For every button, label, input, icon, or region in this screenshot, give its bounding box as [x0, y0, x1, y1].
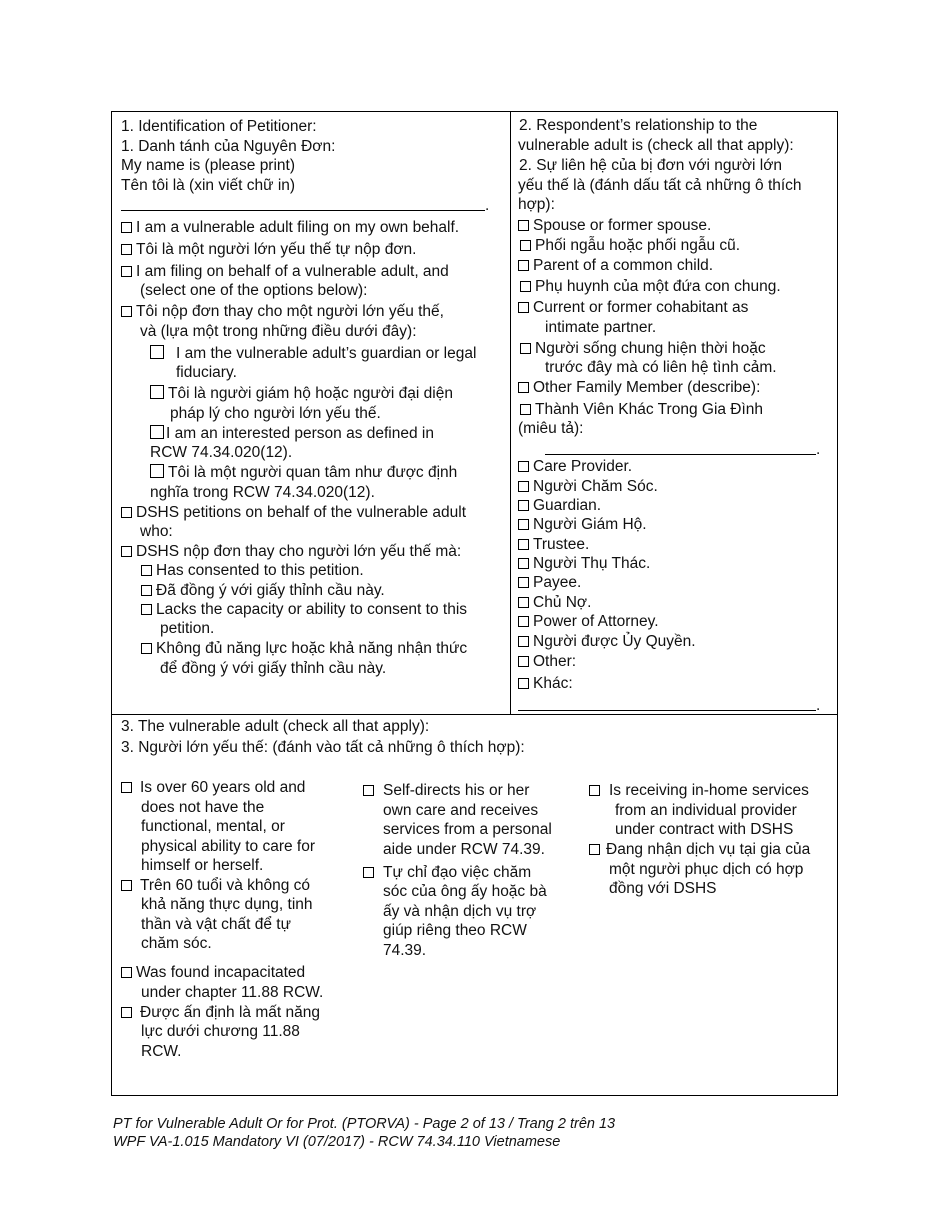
section-1-title-vi: 1. Danh tánh của Nguyên Đơn:	[121, 138, 336, 155]
payee-option-vi: Chủ Nợ.	[518, 593, 591, 612]
care-provider-checkbox[interactable]	[518, 461, 529, 472]
footer-page-info: PT for Vulnerable Adult Or for Prot. (PTORVA) - Page 2 of 13 / Trang 2 trên 13	[113, 1116, 616, 1132]
payee-checkbox-vi[interactable]	[518, 597, 529, 608]
behalf-option-vi: Tôi nộp đơn thay cho một người lớn yếu thế,	[121, 302, 444, 321]
interested-checkbox-vi[interactable]	[150, 464, 164, 478]
section-2-title-en: 2. Respondent’s relationship to the	[519, 117, 758, 134]
in-home-option-en-line2: from an individual provider	[615, 802, 797, 819]
lacks-checkbox[interactable]	[141, 604, 152, 615]
name-label-vi: Tên tôi là (xin viết chữ in)	[121, 177, 296, 194]
section-3-title-vi: 3. Người lớn yếu thế: (đánh vào tất cả những ô thích hợp):	[121, 739, 525, 756]
parent-checkbox[interactable]	[518, 260, 529, 271]
spouse-checkbox[interactable]	[518, 220, 529, 231]
over60-option-en-line4: physical ability to care for	[141, 838, 316, 855]
self-filing-option-vi: Tôi là một người lớn yếu thế tự nộp đơn.	[121, 240, 416, 259]
care-provider-checkbox-vi[interactable]	[518, 481, 529, 492]
incapacitated-checkbox[interactable]	[121, 967, 132, 978]
self-directs-option-en-line2: own care and receives	[383, 802, 539, 819]
self-directs-option-en: Self-directs his or her	[363, 781, 529, 800]
behalf-option-en: I am filing on behalf of a vulnerable adult, and	[121, 262, 449, 281]
guardian-rel-option-en: Guardian.	[518, 496, 601, 515]
over60-checkbox[interactable]	[121, 782, 132, 793]
self-directs-option-vi-line5: 74.39.	[383, 942, 427, 959]
incapacitated-checkbox-vi[interactable]	[121, 1007, 132, 1018]
payee-option-en: Payee.	[518, 573, 581, 592]
cohabitant-option-en: Current or former cohabitant as	[518, 298, 748, 317]
other-option-vi: Khác:	[518, 674, 573, 693]
spouse-checkbox-vi[interactable]	[520, 240, 531, 251]
behalf-checkbox-vi[interactable]	[121, 306, 132, 317]
self-filing-checkbox[interactable]	[121, 222, 132, 233]
cohabitant-option-en-line2: intimate partner.	[545, 319, 657, 336]
lacks-option-en: Lacks the capacity or ability to consent to this	[141, 600, 467, 619]
section-3-title-en: 3. The vulnerable adult (check all that apply):	[121, 718, 430, 735]
cohabitant-option-vi-line2: trước đây mà có liên hệ tình cảm.	[545, 359, 777, 376]
lacks-option-vi-line2: để đồng ý với giấy thỉnh cầu này.	[160, 660, 387, 677]
over60-option-vi-line2: khả năng thực dụng, tinh	[141, 896, 313, 913]
name-label-en: My name is (please print)	[121, 157, 296, 174]
over60-option-en-line3: functional, mental, or	[141, 818, 285, 835]
interested-checkbox[interactable]	[150, 425, 164, 439]
family-option-vi-line2: (miêu tả):	[518, 420, 584, 437]
in-home-option-vi: Đang nhận dịch vụ tại gia của	[589, 840, 810, 859]
other-describe-input[interactable]	[518, 710, 816, 711]
parent-option-en: Parent of a common child.	[518, 256, 713, 275]
consented-option-en: Has consented to this petition.	[141, 561, 364, 580]
self-directs-option-vi-line4: giúp riêng theo RCW	[383, 922, 527, 939]
interested-option-vi: Tôi là một người quan tâm như được định	[150, 463, 457, 482]
guardian-rel-checkbox-vi[interactable]	[518, 519, 529, 530]
consented-checkbox-vi[interactable]	[141, 585, 152, 596]
lacks-option-vi: Không đủ năng lực hoặc khả năng nhận thức	[141, 639, 467, 658]
self-filing-option-en: I am a vulnerable adult filing on my own behalf.	[121, 218, 459, 237]
behalf-option-en-line2: (select one of the options below):	[140, 282, 368, 299]
self-directs-option-en-line4: aide under RCW 74.39.	[383, 841, 545, 858]
care-provider-option-en: Care Provider.	[518, 457, 632, 476]
self-directs-option-vi: Tự chỉ đạo việc chăm	[363, 863, 531, 882]
payee-checkbox[interactable]	[518, 577, 529, 588]
over60-checkbox-vi[interactable]	[121, 880, 132, 891]
in-home-option-vi-line2: một người phục dịch có hợp	[609, 861, 804, 878]
over60-option-en-line5: himself or herself.	[141, 857, 264, 874]
dshs-checkbox-vi[interactable]	[121, 546, 132, 557]
in-home-checkbox[interactable]	[589, 785, 600, 796]
poa-option-vi: Người được Ủy Quyền.	[518, 632, 696, 651]
family-describe-input[interactable]	[545, 454, 816, 455]
trustee-option-vi: Người Thụ Thác.	[518, 554, 650, 573]
self-directs-checkbox[interactable]	[363, 785, 374, 796]
parent-checkbox-vi[interactable]	[520, 281, 531, 292]
cohabitant-checkbox-vi[interactable]	[520, 343, 531, 354]
guardian-rel-checkbox[interactable]	[518, 500, 529, 511]
section-2-title-vi-line2: yếu thế là (đánh dấu tất cả những ô thích	[518, 177, 802, 194]
over60-option-vi-line4: chăm sóc.	[141, 935, 212, 952]
guardian-option-en: I am the vulnerable adult’s guardian or legal	[150, 344, 476, 363]
guardian-checkbox-vi[interactable]	[150, 385, 164, 399]
dshs-option-vi: DSHS nộp đơn thay cho người lớn yếu thế mà:	[121, 542, 461, 561]
section-2-title-vi: 2. Sự liên hệ của bị đơn với người lớn	[519, 157, 783, 174]
trustee-option-en: Trustee.	[518, 535, 589, 554]
guardian-option-vi: Tôi là người giám hộ hoặc người đại diện	[150, 384, 453, 403]
family-option-vi: Thành Viên Khác Trong Gia Đình	[520, 400, 763, 419]
other-line-period: .	[816, 697, 821, 714]
self-directs-option-vi-line2: sóc của ông ấy hoặc bà	[383, 883, 547, 900]
incapacitated-option-vi-line3: RCW.	[141, 1043, 182, 1060]
over60-option-vi-line3: thần và vật chất để tự	[141, 916, 291, 933]
name-line-period: .	[485, 197, 490, 214]
petition-form	[111, 111, 838, 1096]
guardian-option-vi-line2: pháp lý cho người lớn yếu thế.	[170, 405, 381, 422]
parent-option-vi: Phụ huynh của một đứa con chung.	[520, 277, 781, 296]
lacks-checkbox-vi[interactable]	[141, 643, 152, 654]
trustee-checkbox-vi[interactable]	[518, 558, 529, 569]
incapacitated-option-en: Was found incapacitated	[121, 963, 305, 982]
other-option-en: Other:	[518, 652, 576, 671]
section-2-title-vi-line3: hợp):	[518, 196, 555, 213]
interested-option-en: I am an interested person as defined in	[150, 424, 434, 443]
interested-option-en-line2: RCW 74.34.020(12).	[150, 444, 293, 461]
sections-1-2	[112, 112, 837, 715]
behalf-option-vi-line2: và (lựa một trong những điều dưới đây):	[140, 323, 417, 340]
consented-option-vi: Đã đồng ý với giấy thỉnh cầu này.	[141, 581, 385, 600]
other-checkbox[interactable]	[518, 656, 529, 667]
over60-option-en: Is over 60 years old and	[121, 778, 305, 797]
family-line-period: .	[816, 441, 821, 458]
dshs-option-en: DSHS petitions on behalf of the vulnerable adult	[121, 503, 466, 522]
spouse-option-vi: Phối ngẫu hoặc phối ngẫu cũ.	[520, 236, 740, 255]
cohabitant-checkbox[interactable]	[518, 302, 529, 313]
cohabitant-option-vi: Người sống chung hiện thời hoặc	[520, 339, 766, 358]
spouse-option-en: Spouse or former spouse.	[518, 216, 711, 235]
self-directs-checkbox-vi[interactable]	[363, 867, 374, 878]
poa-checkbox-vi[interactable]	[518, 636, 529, 647]
in-home-option-en-line3: under contract with DSHS	[615, 821, 794, 838]
lacks-option-en-line2: petition.	[160, 620, 215, 637]
name-input[interactable]	[121, 210, 485, 211]
behalf-checkbox[interactable]	[121, 266, 132, 277]
in-home-checkbox-vi[interactable]	[589, 844, 600, 855]
family-option-en: Other Family Member (describe):	[518, 378, 760, 397]
guardian-option-en-line2: fiduciary.	[176, 364, 237, 381]
dshs-checkbox[interactable]	[121, 507, 132, 518]
family-checkbox-vi[interactable]	[520, 404, 531, 415]
incapacitated-option-vi-line2: lực dưới chương 11.88	[141, 1023, 300, 1040]
dshs-option-en-line2: who:	[140, 523, 173, 540]
care-provider-option-vi: Người Chăm Sóc.	[518, 477, 658, 496]
over60-option-vi: Trên 60 tuổi và không có	[121, 876, 310, 895]
other-checkbox-vi[interactable]	[518, 678, 529, 689]
self-directs-option-en-line3: services from a personal	[383, 821, 552, 838]
self-filing-checkbox-vi[interactable]	[121, 244, 132, 255]
in-home-option-en: Is receiving in-home services	[589, 781, 809, 800]
footer-form-id: WPF VA-1.015 Mandatory VI (07/2017) - RCW 74.34.110 Vietnamese	[113, 1134, 561, 1150]
consented-checkbox[interactable]	[141, 565, 152, 576]
incapacitated-option-vi: Được ấn định là mất năng	[121, 1003, 320, 1022]
trustee-checkbox[interactable]	[518, 539, 529, 550]
poa-option-en: Power of Attorney.	[518, 612, 659, 631]
section-2-title-en-line2: vulnerable adult is (check all that apply):	[518, 137, 794, 154]
guardian-checkbox[interactable]	[150, 345, 164, 359]
column-divider	[510, 112, 511, 714]
incapacitated-option-en-line2: under chapter 11.88 RCW.	[141, 984, 324, 1001]
over60-option-en-line2: does not have the	[141, 799, 265, 816]
poa-checkbox[interactable]	[518, 616, 529, 627]
guardian-rel-option-vi: Người Giám Hộ.	[518, 515, 647, 534]
in-home-option-vi-line3: đồng với DSHS	[609, 880, 717, 897]
family-checkbox[interactable]	[518, 382, 529, 393]
section-1-title-en: 1. Identification of Petitioner:	[121, 118, 317, 135]
self-directs-option-vi-line3: ấy và nhận dịch vụ trợ	[383, 903, 537, 920]
interested-option-vi-line2: nghĩa trong RCW 74.34.020(12).	[150, 484, 375, 501]
